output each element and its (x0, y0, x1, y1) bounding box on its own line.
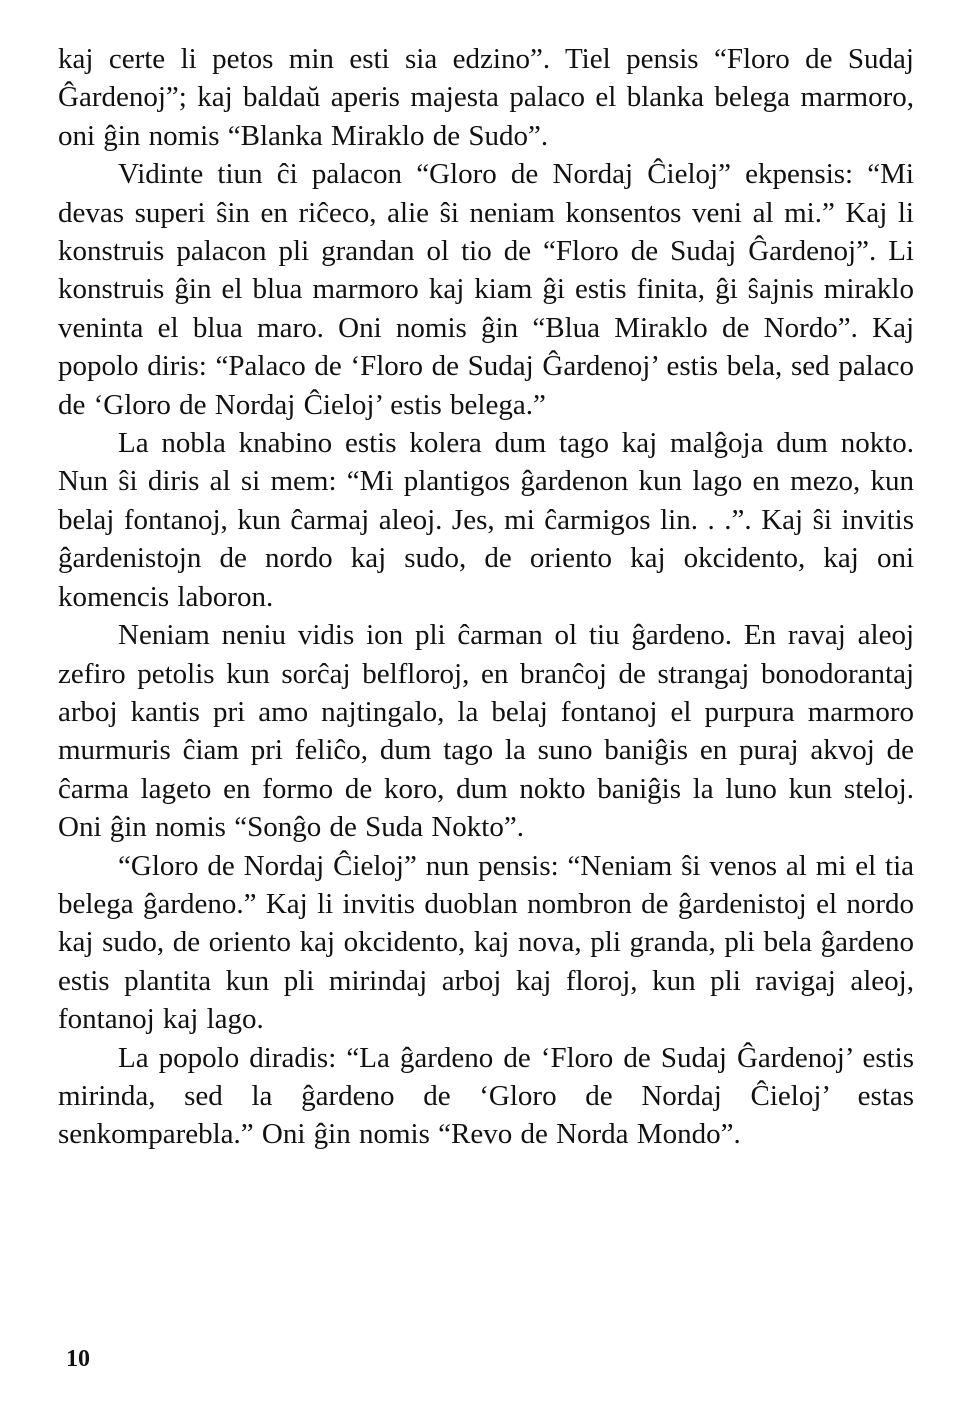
paragraph-4: Neniam neniu vidis ion pli ĉarman ol tiu ĝardeno. En ravaj aleoj zefiro petolis kun sorĉaj belfloroj, en branĉoj de strangaj bonodorantaj arboj kantis pri amo najtingalo, la belaj fontanoj el purpura marmoro murmuris ĉiam pri feliĉo, dum tago la suno baniĝis en puraj akvoj de ĉarma lageto en formo de koro, dum nokto baniĝis la luno kun steloj. Oni ĝin nomis “Sonĝo de Suda Nokto”. (58, 619, 914, 844)
paragraph-1: kaj certe li petos min esti sia edzino”. Tiel pensis “Floro de Sudaj Ĝardenoj”; kaj baldaŭ aperis majesta palaco el blanka belega marmoro, oni ĝin nomis “Blanka Miraklo de Sudo”. (58, 43, 914, 152)
page-number: 10 (66, 1346, 90, 1372)
paragraph-3: La nobla knabino estis kolera dum tago kaj malĝoja dum nokto. Nun ŝi diris al si mem: “Mi plantigos ĝardenon kun lago en mezo, kun belaj fontanoj, kun ĉarmaj aleoj. Jes, mi ĉarmigos lin. . .”. Kaj ŝi invitis ĝardenistojn de nordo kaj sudo, de oriento kaj okcidento, kaj oni komencis laboron. (58, 427, 914, 613)
paragraph-6: La popolo diradis: “La ĝardeno de ‘Floro de Sudaj Ĝardenoj’ estis mirinda, sed la ĝardeno de ‘Gloro de Nordaj Ĉieloj’ estas senkomparebla.” Oni ĝin nomis “Revo de Norda Mondo”. (58, 1041, 914, 1151)
book-page-text (58, 40, 914, 1154)
paragraph-5: “Gloro de Nordaj Ĉieloj” nun pensis: “Neniam ŝi venos al mi el tia belega ĝardeno.” Kaj li invitis duoblan nombron de ĝardenistoj el nordo kaj sudo, de oriento kaj okcidento, kaj nova, pli granda, pli bela ĝardeno estis plantita kun pli mirindaj arboj kaj floroj, kun pli ravigaj aleoj, fontanoj kaj lago. (58, 849, 914, 1036)
paragraph-2: Vidinte tiun ĉi palacon “Gloro de Nordaj Ĉieloj” ekpensis: “Mi devas superi ŝin en riĉeco, alie ŝi neniam konsentos veni al mi.” Kaj li konstruis palacon pli grandan ol tio de “Floro de Sudaj Ĝardenoj”. Li konstruis ĝin el blua marmoro kaj kiam ĝi estis finita, ĝi ŝajnis miraklo veninta el blua maro. Oni nomis ĝin “Blua Miraklo de Nordo”. Kaj popolo diris: “Palaco de ‘Floro de Sudaj Ĝardenoj’ estis bela, sed palaco de ‘Gloro de Nordaj Ĉieloj’ estis belega.” (58, 158, 914, 421)
